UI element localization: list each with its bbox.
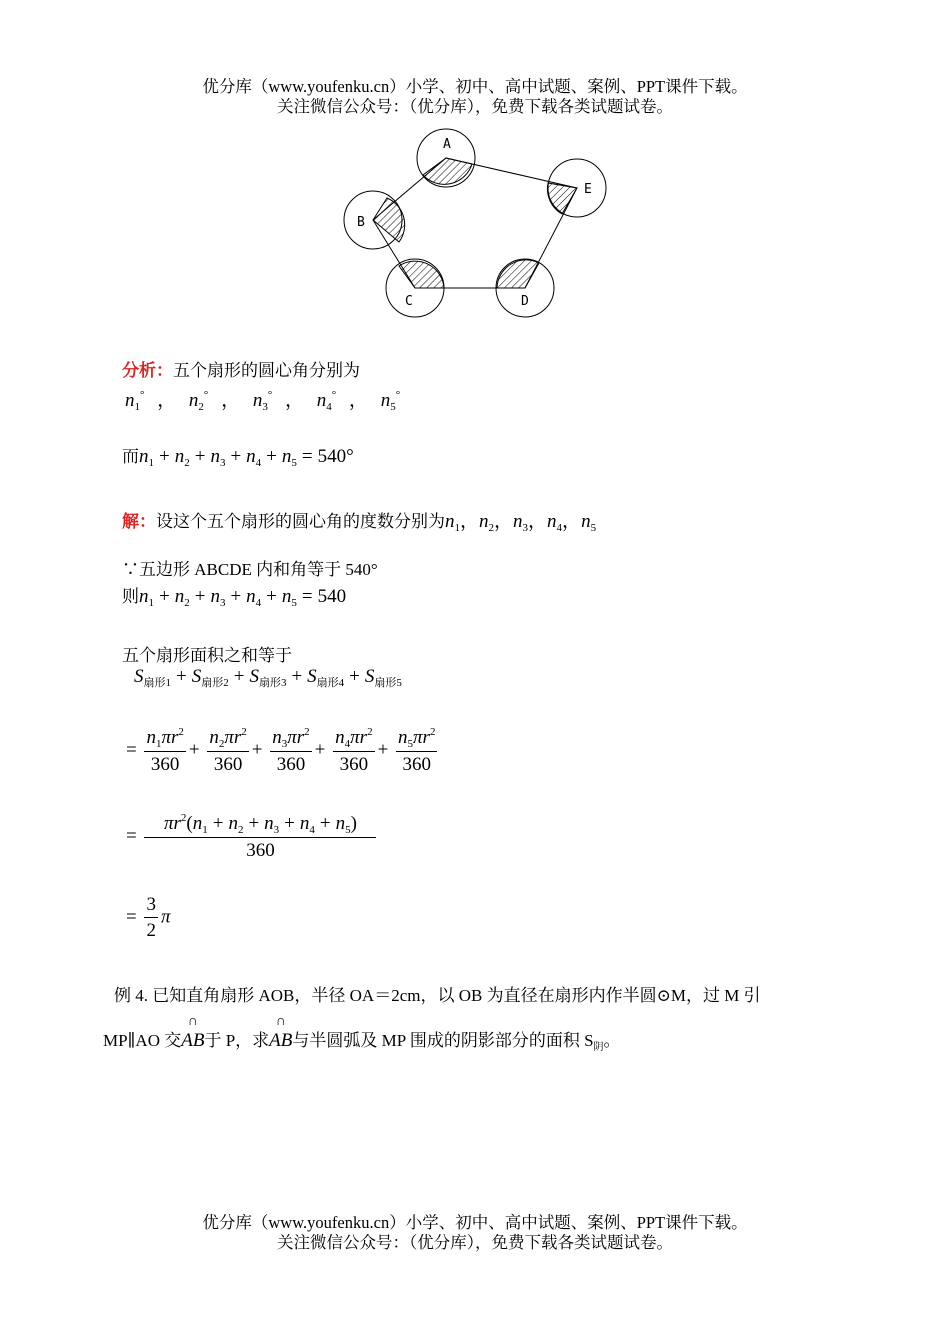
footer-line-1: 优分库（www.youfenku.cn）小学、初中、高中试题、案例、PPT课件下载。 bbox=[202, 1213, 748, 1232]
sector-c bbox=[399, 261, 444, 288]
solution-text: 设这个五个扇形的圆心角的度数分别为 bbox=[156, 512, 445, 531]
analysis-label: 分析： bbox=[122, 361, 173, 380]
result: = $\frac{3}{2}$ π bbox=[126, 894, 171, 941]
angle-list: $n_1^\circ$ ， $n_2^\circ$ ， $n_3^\circ$ ， $n_4^\circ$ ， $n_5^\circ$ bbox=[125, 389, 401, 413]
label-e: E bbox=[584, 182, 592, 197]
pentagon-circles-figure bbox=[338, 128, 613, 323]
arc-ab-2: ∩ AB bbox=[269, 1014, 293, 1051]
sum-intro: 五个扇形面积之和等于 bbox=[122, 646, 292, 665]
analysis-line bbox=[122, 356, 360, 381]
sector-e bbox=[547, 183, 577, 214]
footer-line-2: 关注微信公众号：（优分库），免费下载各类试题试卷。 bbox=[277, 1233, 673, 1252]
because-line: ∵五边形 ABCDE 内和角等于 540° bbox=[122, 560, 378, 579]
label-a: A bbox=[443, 137, 451, 152]
solution-sum: 则$n_1 + n_2 + n_3 + n_4 + n_5 = 540$ bbox=[122, 586, 347, 609]
label-d: D bbox=[521, 294, 529, 309]
fraction-sum: = $\frac{n_1\pi r^2}{360}$ + $\frac{n_2\pi r^2}{360}$ + $\frac{n_3\pi r^2}{360}$ + $\frac{n_4\pi r^2}{360}$ + $\frac{n_5\pi r^2}{360}$ bbox=[126, 726, 436, 775]
sector-b bbox=[373, 198, 405, 242]
example4-line2: MP∥AO 交 ∩ AB于 P，求 ∩ AB与半圆弧及 MP 围成的阴影部分的面积 $S_阴$。 bbox=[103, 1014, 621, 1053]
sector-sum: $S_{扇形1} + S_{扇形2} + S_{扇形3} + S_{扇形4} + S_{扇形5}$ bbox=[134, 666, 402, 689]
label-c: C bbox=[405, 294, 413, 309]
example4-line1: 例 4. 已知直角扇形 AOB，半径 OA＝2cm，以 OB 为直径在扇形内作半圆⊙M，过 M 引 bbox=[114, 986, 761, 1005]
solution-line: 解：设这个五个扇形的圆心角的度数分别为$n_1$，$n_2$，$n_3$，$n_4$，$n_5$ bbox=[122, 511, 597, 534]
analysis-text: 五个扇形的圆心角分别为 bbox=[173, 361, 360, 380]
combined-fraction: = $\frac{\pi r^2(n_1 + n_2 + n_3 + n_4 + n_5)}{360}$ bbox=[126, 812, 379, 862]
analysis-sum: 而$n_1 + n_2 + n_3 + n_4 + n_5 = 540^\circ$ bbox=[122, 446, 354, 469]
label-b: B bbox=[357, 215, 365, 230]
arc-ab-1: ∩ AB bbox=[181, 1014, 205, 1051]
header-line-1: 优分库（www.youfenku.cn）小学、初中、高中试题、案例、PPT课件下载。 bbox=[202, 77, 748, 96]
solution-label: 解： bbox=[122, 512, 156, 531]
header-line-2: 关注微信公众号：（优分库），免费下载各类试题试卷。 bbox=[277, 97, 673, 116]
